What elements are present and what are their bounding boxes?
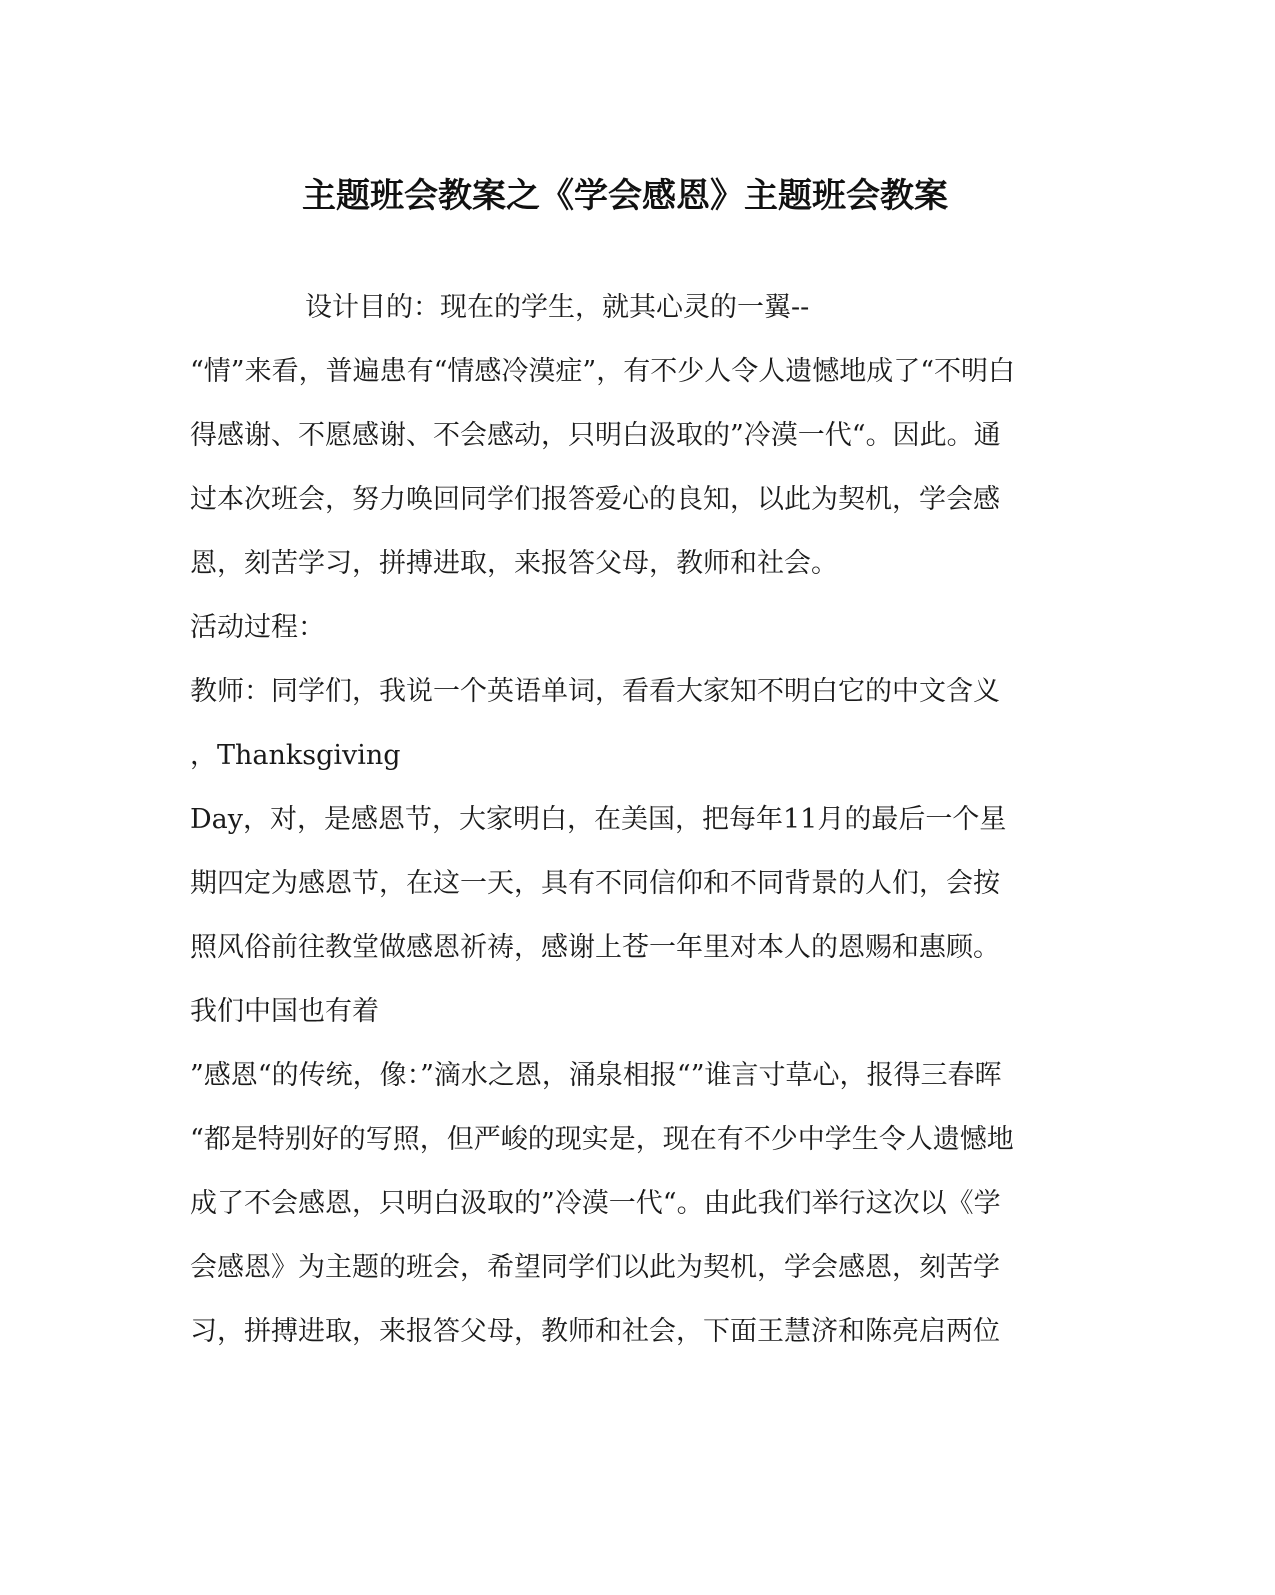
paragraph-line: 我们中国也有着 [190,996,379,1027]
paragraph-line: 恩，刻苦学习，拼搏进取，来报答父母，教师和社会。 [190,548,838,579]
paragraph-line: 照风俗前往教堂做感恩祈祷，感谢上苍一年里对本人的恩赐和惠顾。 [190,932,1000,963]
paragraph-line: 过本次班会，努力唤回同学们报答爱心的良知，以此为契机，学会感 [190,484,1000,515]
paragraph-line: 教师：同学们，我说一个英语单词，看看大家知不明白它的中文含义 [190,676,1000,707]
paragraph-line: 会感恩》为主题的班会，希望同学们以此为契机，学会感恩，刻苦学 [190,1252,1000,1283]
paragraph-line: 期四定为感恩节，在这一天，具有不同信仰和不同背景的人们，会按 [190,868,1000,899]
paragraph-line: “都是特别好的写照，但严峻的现实是，现在有不少中学生令人遗憾地 [190,1124,1014,1155]
paragraph-line: ”感恩“的传统，像：”滴水之恩，涌泉相报“”谁言寸草心，报得三春晖 [190,1060,1002,1091]
section-heading: 活动过程： [190,612,325,643]
paragraph-line: 设计目的：现在的学生，就其心灵的一翼-- [305,292,810,323]
paragraph-line: ，Thanksgiving [190,740,401,771]
paragraph-line: “情”来看，普遍患有“情感冷漠症”，有不少人令人遗憾地成了“不明白 [190,356,1016,387]
paragraph-line: Day，对，是感恩节，大家明白，在美国，把每年11月的最后一个星 [190,804,1007,835]
paragraph-line: 习，拼搏进取，来报答父母，教师和社会，下面王慧济和陈亮启两位 [190,1316,1000,1347]
paragraph-line: 成了不会感恩，只明白汲取的”冷漠一代“。由此我们举行这次以《学 [190,1188,1001,1219]
document-title: 主题班会教案之《学会感恩》主题班会教案 [302,176,948,216]
paragraph-line: 得感谢、不愿感谢、不会感动，只明白汲取的”冷漠一代“。因此。通 [190,420,1001,451]
